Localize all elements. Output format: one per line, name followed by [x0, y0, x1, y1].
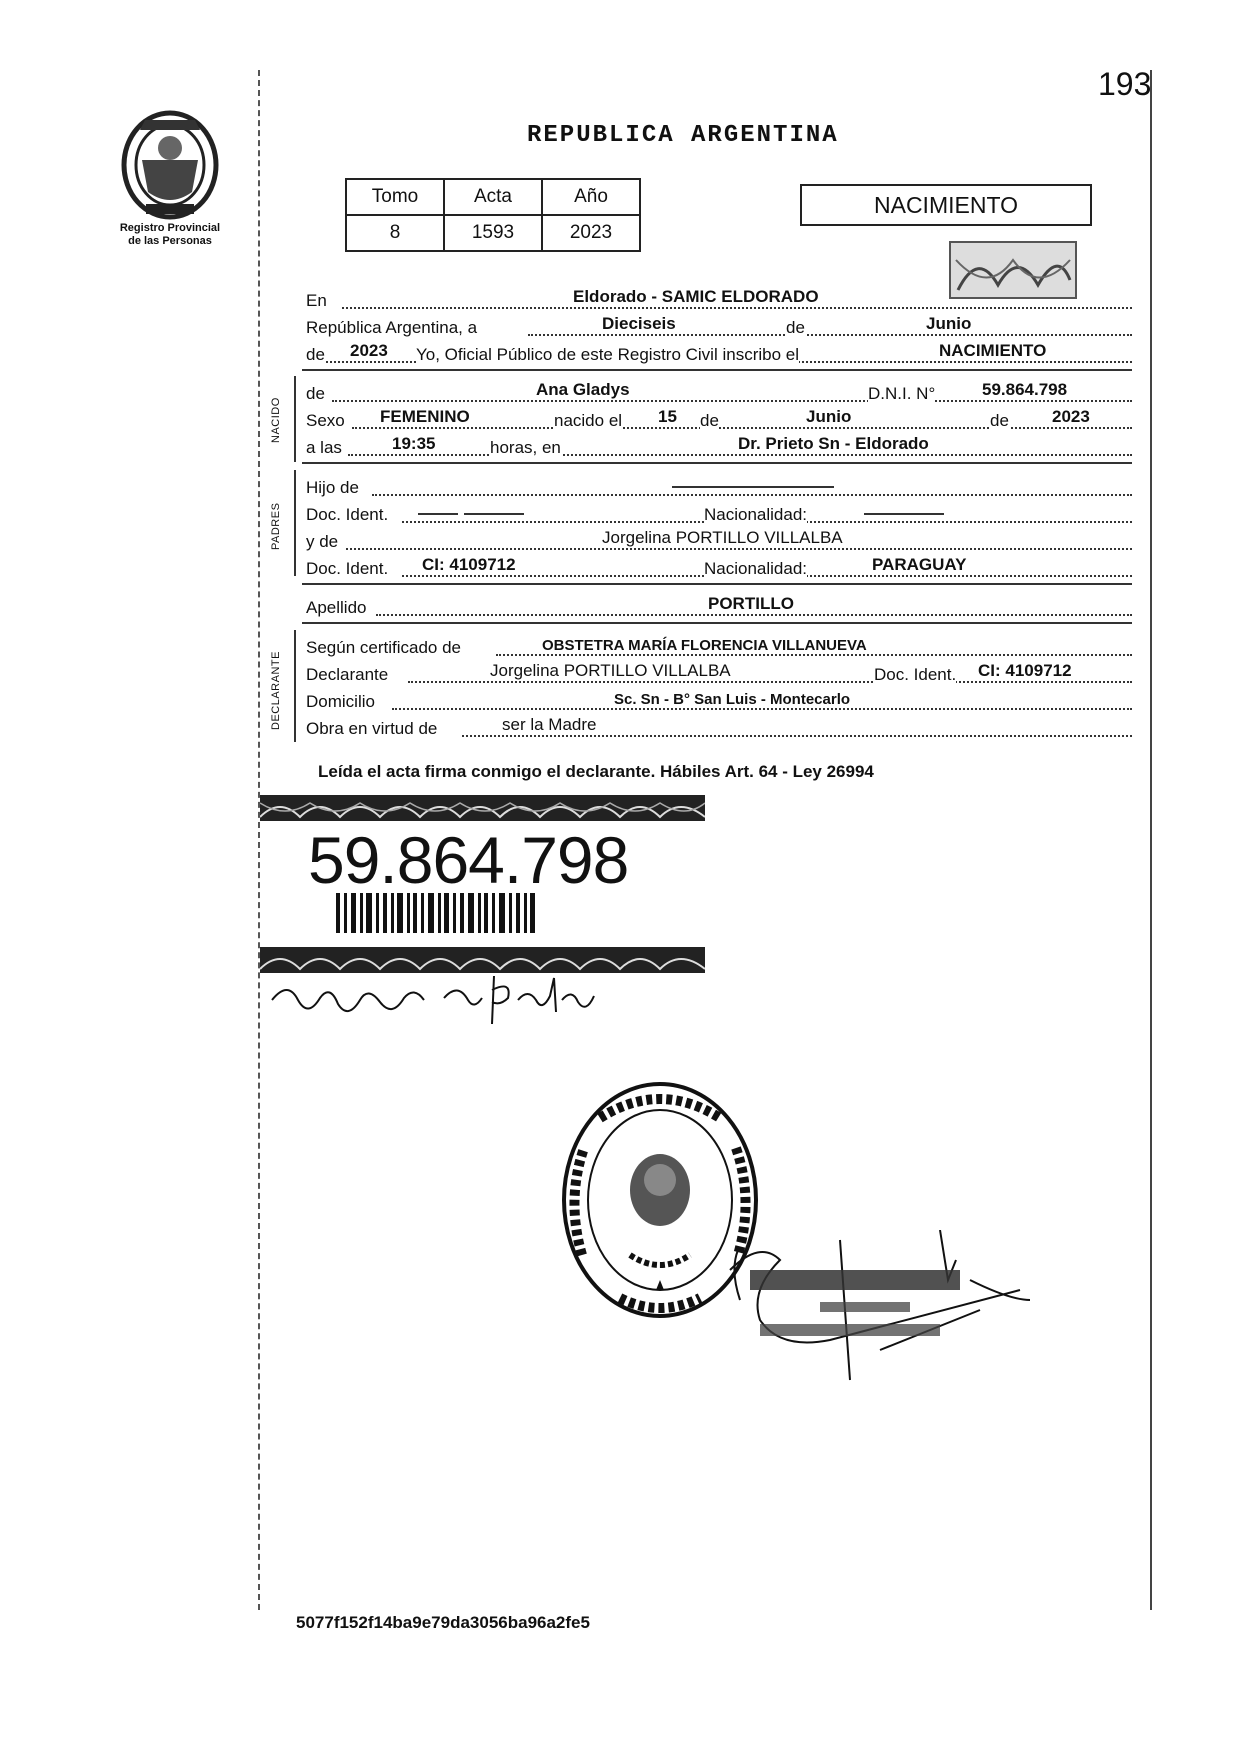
row-nacido-name: de Ana Gladys D.N.I. N° 59.864.798	[306, 380, 1132, 406]
year-value: 2023	[350, 341, 388, 360]
table-header-ano: Año	[542, 179, 640, 215]
birth-year: 2023	[1052, 407, 1090, 426]
table-header-tomo: Tomo	[346, 179, 444, 215]
row-y-de: y de Jorgelina PORTILLO VILLALBA	[306, 528, 1132, 554]
row-en: En Eldorado - SAMIC ELDORADO	[306, 287, 1132, 313]
barcode-bars	[336, 893, 535, 933]
table-value-tomo: 8	[346, 215, 444, 251]
address-value: Sc. Sn - B° San Luis - Montecarlo	[614, 691, 851, 708]
registry-label: Registro Provincial de las Personas	[119, 222, 221, 247]
record-type-box: NACIMIENTO	[800, 184, 1092, 226]
barcode-number: 59.864.798	[308, 823, 629, 897]
birth-time: 19:35	[392, 434, 436, 453]
certificate-value: OBSTETRA MARÍA FLORENCIA VILLANUEVA	[542, 637, 867, 654]
row-apellido: Apellido PORTILLO	[306, 594, 1132, 620]
row-doc2: Doc. Ident. CI: 4109712 Nacionalidad: PARAGUAY	[306, 555, 1132, 581]
birth-month: Junio	[806, 407, 852, 426]
table-value-ano: 2023	[542, 215, 640, 251]
declarant-signature	[268, 970, 598, 1030]
child-dni: 59.864.798	[982, 380, 1068, 399]
mother-name: Jorgelina PORTILLO VILLALBA	[602, 528, 843, 547]
row-domicilio: Domicilio Sc. Sn - B° San Luis - Montecarlo	[306, 688, 1132, 714]
row-year: de 2023 Yo, Oficial Público de este Registro Civil inscribo el NACIMIENTO	[306, 341, 1132, 367]
section-label-padres: PADRES	[270, 502, 282, 550]
row-nacido-sexo: Sexo FEMENINO nacido el 15 de Junio de 2023	[306, 407, 1132, 433]
row-certificado: Según certificado de OBSTETRA MARÍA FLORENCIA VILLANUEVA	[306, 634, 1132, 660]
page-number: 193	[1098, 66, 1152, 102]
month-value: Junio	[926, 314, 972, 333]
table-value-acta: 1593	[444, 215, 542, 251]
row-doc1: Doc. Ident. Nacionalidad:	[306, 501, 1132, 527]
section-label-nacido: NACIDO	[270, 397, 282, 443]
row-hijo-de: Hijo de	[306, 474, 1132, 500]
child-name: Ana Gladys	[536, 380, 630, 399]
day-words: Dieciseis	[602, 314, 676, 333]
declarant-doc: CI: 4109712	[978, 661, 1072, 680]
row-declarante: Declarante Jorgelina PORTILLO VILLALBA Doc. Ident. CI: 4109712	[306, 661, 1132, 687]
mother-nationality: PARAGUAY	[872, 555, 967, 574]
relationship-value: ser la Madre	[502, 715, 597, 734]
provincial-coat-of-arms-icon	[120, 110, 220, 220]
document-hash: 5077f152f14ba9e79da3056ba96a2fe5	[296, 1613, 590, 1632]
birth-day: 15	[658, 407, 677, 426]
row-nacido-time: a las 19:35 horas, en Dr. Prieto Sn - Eldorado	[306, 434, 1132, 460]
place-value: Eldorado - SAMIC ELDORADO	[573, 287, 819, 306]
declarant-name: Jorgelina PORTILLO VILLALBA	[490, 661, 731, 680]
page-title: REPUBLICA ARGENTINA	[527, 122, 839, 149]
table-header-acta: Acta	[444, 179, 542, 215]
record-table	[345, 178, 641, 252]
row-republica: República Argentina, a Dieciseis de Junio	[306, 314, 1132, 340]
right-border-line	[1150, 70, 1152, 1610]
sex-value: FEMENINO	[380, 407, 470, 426]
surname-value: PORTILLO	[708, 594, 794, 613]
birth-place: Dr. Prieto Sn - Eldorado	[738, 434, 929, 453]
act-type-value: NACIMIENTO	[939, 341, 1047, 360]
mother-doc: CI: 4109712	[422, 555, 516, 574]
officer-signature-stamp	[720, 1230, 1040, 1390]
row-obra: Obra en virtud de ser la Madre	[306, 715, 1132, 741]
closing-text: Leída el acta firma conmigo el declarante. Hábiles Art. 64 - Ley 26994	[318, 762, 874, 781]
section-label-declarante: DECLARANTE	[270, 651, 282, 730]
father-blank-line	[672, 486, 834, 488]
